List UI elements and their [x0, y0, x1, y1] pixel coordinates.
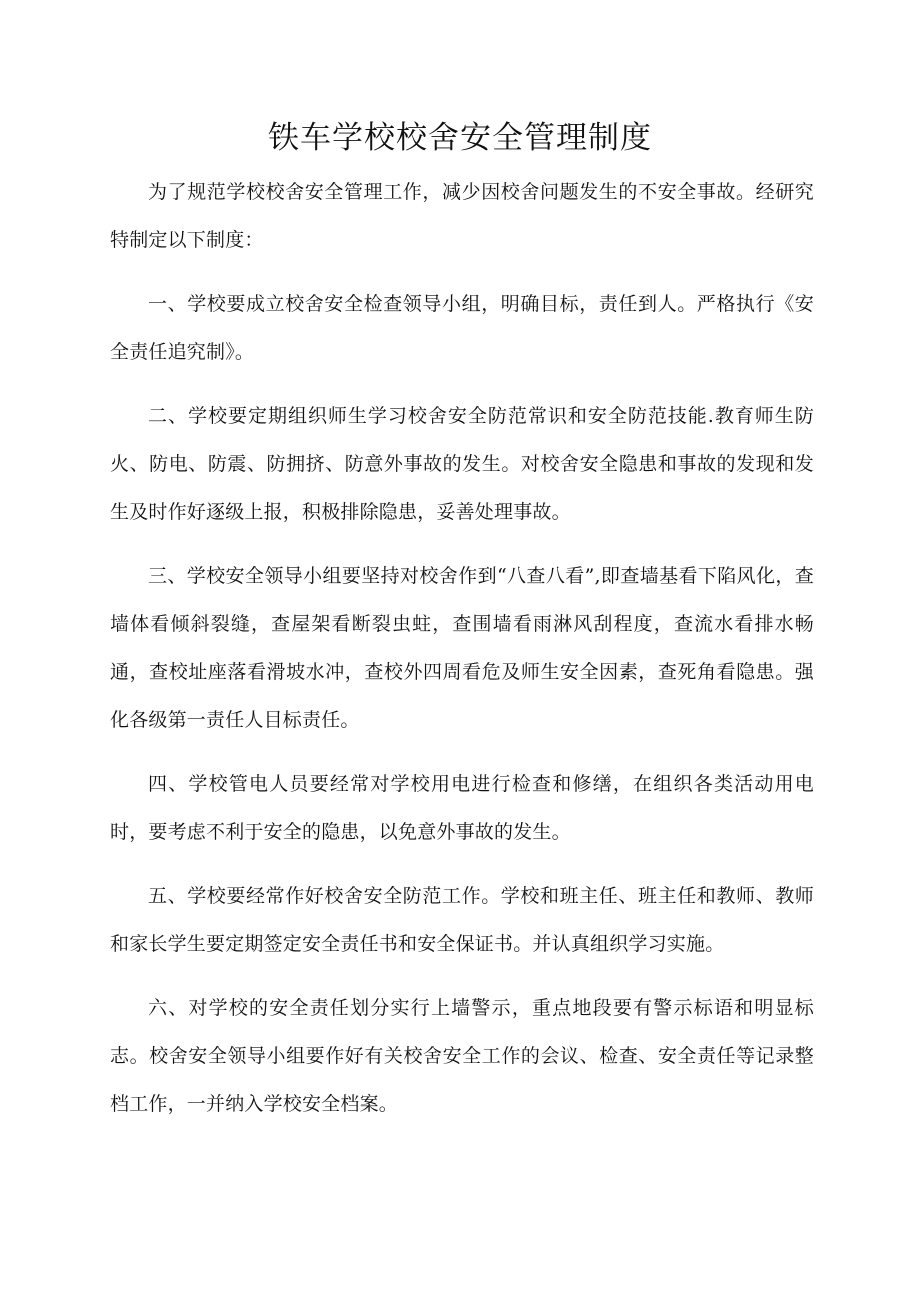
rule-5-paragraph: 五、学校要经常作好校舍安全防范工作。学校和班主任、班主任和教师、教师和家长学生要定期签定安全责任书和安全保证书。并认真组织学习实施。 [110, 885, 814, 955]
document-title: 铁车学校校舍安全管理制度 [268, 120, 652, 156]
rule-4-paragraph: 四、学校管电人员要经常对学校用电进行检查和修缮，在组织各类活动用电时，要考虑不利于安全的隐患，以免意外事故的发生。 [110, 773, 814, 843]
intro-paragraph: 为了规范学校校舍安全管理工作，减少因校舍问题发生的不安全事故。经研究特制定以下制度： [110, 181, 814, 251]
document-body [110, 168, 814, 1144]
rule-2-paragraph: 二、学校要定期组织师生学习校舍安全防范常识和安全防范技能.教育师生防火、防电、防震、防拥挤、防意外事故的发生。对校舍安全隐患和事故的发现和发生及时作好逐级上报，积极排除隐患，妥善处理事故。 [110, 405, 814, 523]
rule-6-paragraph: 六、对学校的安全责任划分实行上墙警示，重点地段要有警示标语和明显标志。校舍安全领导小组要作好有关校舍安全工作的会议、检查、安全责任等记录整档工作，一并纳入学校安全档案。 [110, 997, 814, 1115]
rule-3-paragraph: 三、学校安全领导小组要坚持对校舍作到“八查八看”,即查墙基看下陷风化，查墙体看倾斜裂缝，查屋架看断裂虫蛀，查围墙看雨淋风刮程度，查流水看排水畅通，查校址座落看滑坡水冲，查校外四周看危及师生安全因素，查死角看隐患。强化各级第一责任人目标责任。 [110, 565, 814, 731]
rule-1-paragraph: 一、学校要成立校舍安全检查领导小组，明确目标，责任到人。严格执行《安全责任追究制》。 [110, 293, 814, 363]
